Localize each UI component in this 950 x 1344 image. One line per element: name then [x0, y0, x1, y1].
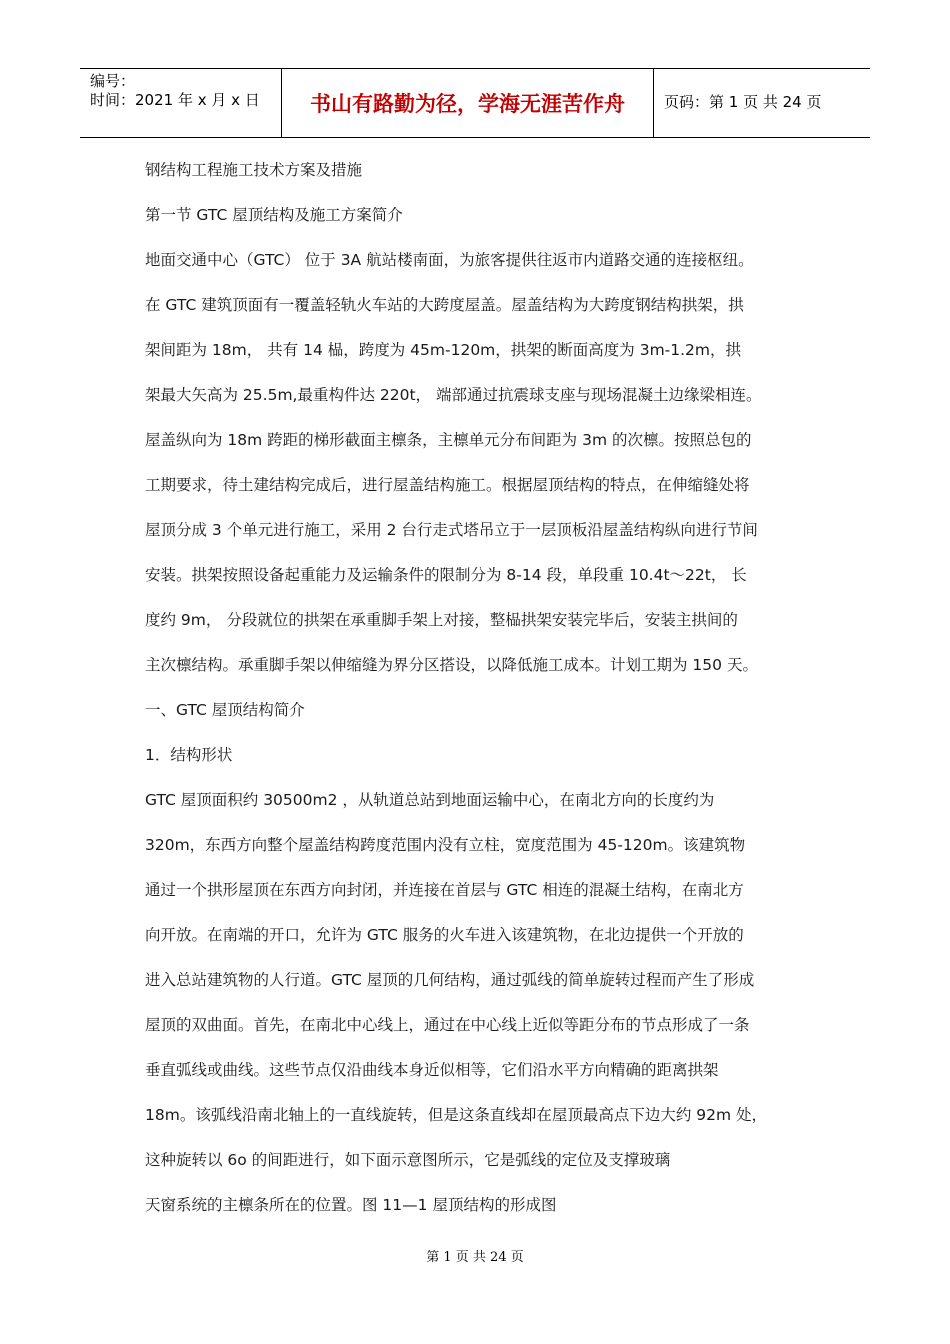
paragraph-line: GTC 屋顶面积约 30500m2 ，从轨道总站到地面运输中心，在南北方向的长度约为: [145, 791, 715, 809]
document-title: 钢结构工程施工技术方案及措施: [145, 161, 363, 179]
header-table: [80, 68, 870, 138]
paragraph-line: 屋盖纵向为 18m 跨距的梯形截面主檩条，主檩单元分布间距为 3m 的次檩。按照总包的: [145, 431, 752, 449]
paragraph-line: 在 GTC 建筑顶面有一覆盖轻轨火车站的大跨度屋盖。屋盖结构为大跨度钢结构拱架，拱: [145, 296, 744, 314]
section-heading: 第一节 GTC 屋顶结构及施工方案简介: [145, 206, 403, 224]
paragraph-line: 度约 9m， 分段就位的拱架在承重脚手架上对接，整榀拱架安装完毕后，安装主拱间的: [145, 611, 738, 629]
paragraph-line: 架间距为 18m， 共有 14 榀，跨度为 45m-120m，拱架的断面高度为 3m-1.2m，拱: [145, 341, 742, 359]
paragraph-line: 天窗系统的主檩条所在的位置。图 11—1 屋顶结构的形成图: [145, 1196, 557, 1214]
paragraph-line: 通过一个拱形屋顶在东西方向封闭，并连接在首层与 GTC 相连的混凝土结构，在南北方: [145, 881, 744, 899]
paragraph-line: 这种旋转以 6o 的间距进行，如下面示意图所示，它是弧线的定位及支撑玻璃: [145, 1151, 671, 1169]
paragraph-line: 垂直弧线或曲线。这些节点仅沿曲线本身近似相等，它们沿水平方向精确的距离拱架: [145, 1061, 719, 1079]
subsection-heading: 1．结构形状: [145, 746, 233, 764]
header-page-number: 页码：第 1 页 共 24 页: [664, 93, 822, 111]
document-code-label: 编号：: [90, 72, 136, 90]
header-page-cell: [654, 69, 870, 137]
paragraph-line: 18m。该弧线沿南北轴上的一直线旋转，但是这条直线却在屋顶最高点下边大约 92m 处，: [145, 1106, 768, 1124]
document-date-label: 时间：2021 年 x 月 x 日: [90, 91, 260, 109]
subsection-heading: 一、GTC 屋顶结构简介: [145, 701, 305, 719]
paragraph-line: 安装。拱架按照设备起重能力及运输条件的限制分为 8-14 段，单段重 10.4t～22t， 长: [145, 566, 747, 584]
paragraph-line: 架最大矢高为 25.5m,最重构件达 220t， 端部通过抗震球支座与现场混凝土边缘梁相连。: [145, 386, 762, 404]
header-motto-cell: [282, 69, 654, 137]
header-info-cell: [80, 69, 282, 137]
paragraph-line: 工期要求，待土建结构完成后，进行屋盖结构施工。根据屋顶结构的特点，在伸缩缝处将: [145, 476, 750, 494]
paragraph-line: 地面交通中心（GTC） 位于 3A 航站楼南面，为旅客提供往返市内道路交通的连接枢纽。: [145, 251, 754, 269]
header-motto: 书山有路勤为径，学海无涯苦作舟: [310, 92, 625, 116]
paragraph-line: 向开放。在南端的开口，允许为 GTC 服务的火车进入该建筑物，在北边提供一个开放的: [145, 926, 744, 944]
page-footer: 第 1 页 共 24 页: [426, 1250, 524, 1265]
paragraph-line: 主次檩结构。承重脚手架以伸缩缝为界分区搭设，以降低施工成本。计划工期为 150 天。: [145, 656, 758, 674]
paragraph-line: 屋顶的双曲面。首先，在南北中心线上，通过在中心线上近似等距分布的节点形成了一条: [145, 1016, 750, 1034]
paragraph-line: 进入总站建筑物的人行道。GTC 屋顶的几何结构，通过弧线的简单旋转过程而产生了形成: [145, 971, 755, 989]
paragraph-line: 320m，东西方向整个屋盖结构跨度范围内没有立柱，宽度范围为 45-120m。该建筑物: [145, 836, 746, 854]
paragraph-line: 屋顶分成 3 个单元进行施工，采用 2 台行走式塔吊立于一层顶板沿屋盖结构纵向进行节间: [145, 521, 758, 539]
